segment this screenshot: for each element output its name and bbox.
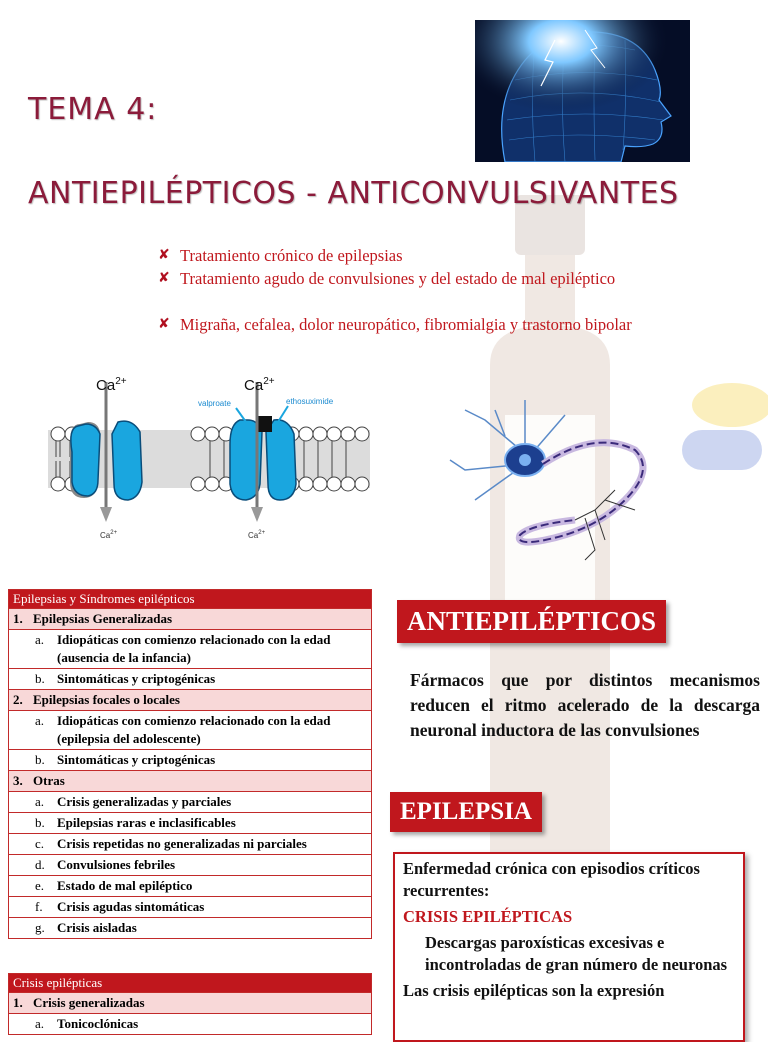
ion-label-bottom-left: $Ca^{2+}$ (100, 530, 118, 540)
table-header: Epilepsias y Síndromes epilépticos (9, 590, 371, 608)
epileptic-seizures-table (8, 973, 372, 1035)
neuron-image (445, 390, 660, 565)
crisis-description: Descargas paroxísticas excesivas e incontroladas de gran número de neuronas (425, 933, 728, 974)
table-row (9, 875, 371, 896)
row-index: 2. (13, 692, 23, 707)
page-title: ANTIEPILÉPTICOS - ANTICONVULSIVANTES (28, 176, 679, 211)
list-item (158, 267, 748, 290)
row-text: Idiopáticas con comienzo relacionado con la edad (epilepsia del adolescente) (57, 713, 331, 746)
row-index: a. (35, 632, 45, 647)
table-row (9, 749, 371, 770)
row-text: Crisis aisladas (57, 920, 137, 935)
tema-heading: TEMA 4: (28, 92, 158, 127)
table-row (9, 770, 371, 791)
epilepsia-definition-box (393, 852, 745, 1042)
table-header: Crisis epilépticas (9, 974, 371, 992)
row-index: c. (35, 836, 45, 851)
background-pills-image (672, 380, 768, 500)
row-index: b. (35, 815, 45, 830)
row-index: 1. (13, 995, 23, 1010)
drug-label-ethosuximide: ethosuximide (286, 397, 334, 406)
epilepsia-intro: Enfermedad crónica con episodios críticos recurrentes: (403, 859, 700, 900)
ion-label-left: $Ca^{2+}$ (96, 376, 127, 394)
table-row (9, 812, 371, 833)
table-row (9, 608, 371, 629)
antiepilepticos-label: ANTIEPILÉPTICOS (397, 600, 666, 643)
list-item-text: Migraña, cefalea, dolor neuropático, fibromialgia y trastorno bipolar (180, 315, 632, 334)
row-index: b. (35, 671, 45, 686)
table-row (9, 896, 371, 917)
table-row (9, 791, 371, 812)
row-text: Sintomáticas y criptogénicas (57, 752, 216, 767)
table-row (9, 689, 371, 710)
epilepsy-syndromes-table (8, 589, 372, 939)
row-index: b. (35, 752, 45, 767)
row-text: Estado de mal epiléptico (57, 878, 193, 893)
ion-label-bottom-right: $Ca^{2+}$ (248, 530, 266, 540)
row-text: Tonicoclónicas (57, 1016, 139, 1031)
table-row (9, 668, 371, 689)
row-text: Crisis repetidas no generalizadas ni parciales (57, 836, 307, 851)
row-index: g. (35, 920, 45, 935)
row-index: f. (35, 899, 43, 914)
table-row (9, 854, 371, 875)
table-row (9, 629, 371, 668)
x-mark-icon: ✘ (158, 247, 170, 263)
list-item (158, 244, 748, 267)
row-index: e. (35, 878, 45, 893)
row-text: Idiopáticas con comienzo relacionado con la edad (ausencia de la infancia) (57, 632, 331, 665)
drug-label-valproate: valproate (198, 399, 231, 408)
wireframe-head-image (475, 20, 690, 162)
indications-list (158, 244, 748, 336)
row-index: a. (35, 794, 45, 809)
x-mark-icon: ✘ (158, 270, 170, 286)
row-index: d. (35, 857, 45, 872)
x-mark-icon: ✘ (158, 316, 170, 332)
antiepilepticos-definition: Fármacos que por distintos mecanismos reducen el ritmo acelerado de la descarga neuronal inductora de las convulsiones (410, 670, 760, 740)
row-text: Convulsiones febriles (57, 857, 176, 872)
epilepsia-label: EPILEPSIA (390, 792, 542, 832)
crisis-title: CRISIS EPILÉPTICAS (403, 907, 573, 926)
epilepsia-last-line: Las crisis epilépticas son la expresión (403, 981, 665, 1000)
row-index: 3. (13, 773, 23, 788)
row-text: Epilepsias focales o locales (33, 692, 180, 707)
row-index: 1. (13, 611, 23, 626)
row-text: Sintomáticas y criptogénicas (57, 671, 216, 686)
row-text: Epilepsias Generalizadas (33, 611, 173, 626)
row-index: a. (35, 713, 45, 728)
row-text: Crisis agudas sintomáticas (57, 899, 205, 914)
table-row (9, 917, 371, 938)
ion-label-right: $Ca^{2+}$ (244, 376, 275, 394)
row-text: Crisis generalizadas y parciales (57, 794, 232, 809)
table-row (9, 710, 371, 749)
row-text: Otras (33, 773, 65, 788)
table-row (9, 992, 371, 1013)
list-item-text: Tratamiento crónico de epilepsias (180, 246, 403, 265)
calcium-channel-diagram (48, 372, 370, 544)
row-index: a. (35, 1016, 45, 1031)
list-item (158, 313, 748, 336)
row-text: Epilepsias raras e inclasificables (57, 815, 236, 830)
table-row (9, 833, 371, 854)
list-item-text: Tratamiento agudo de convulsiones y del estado de mal epiléptico (180, 269, 616, 288)
row-text: Crisis generalizadas (33, 995, 145, 1010)
